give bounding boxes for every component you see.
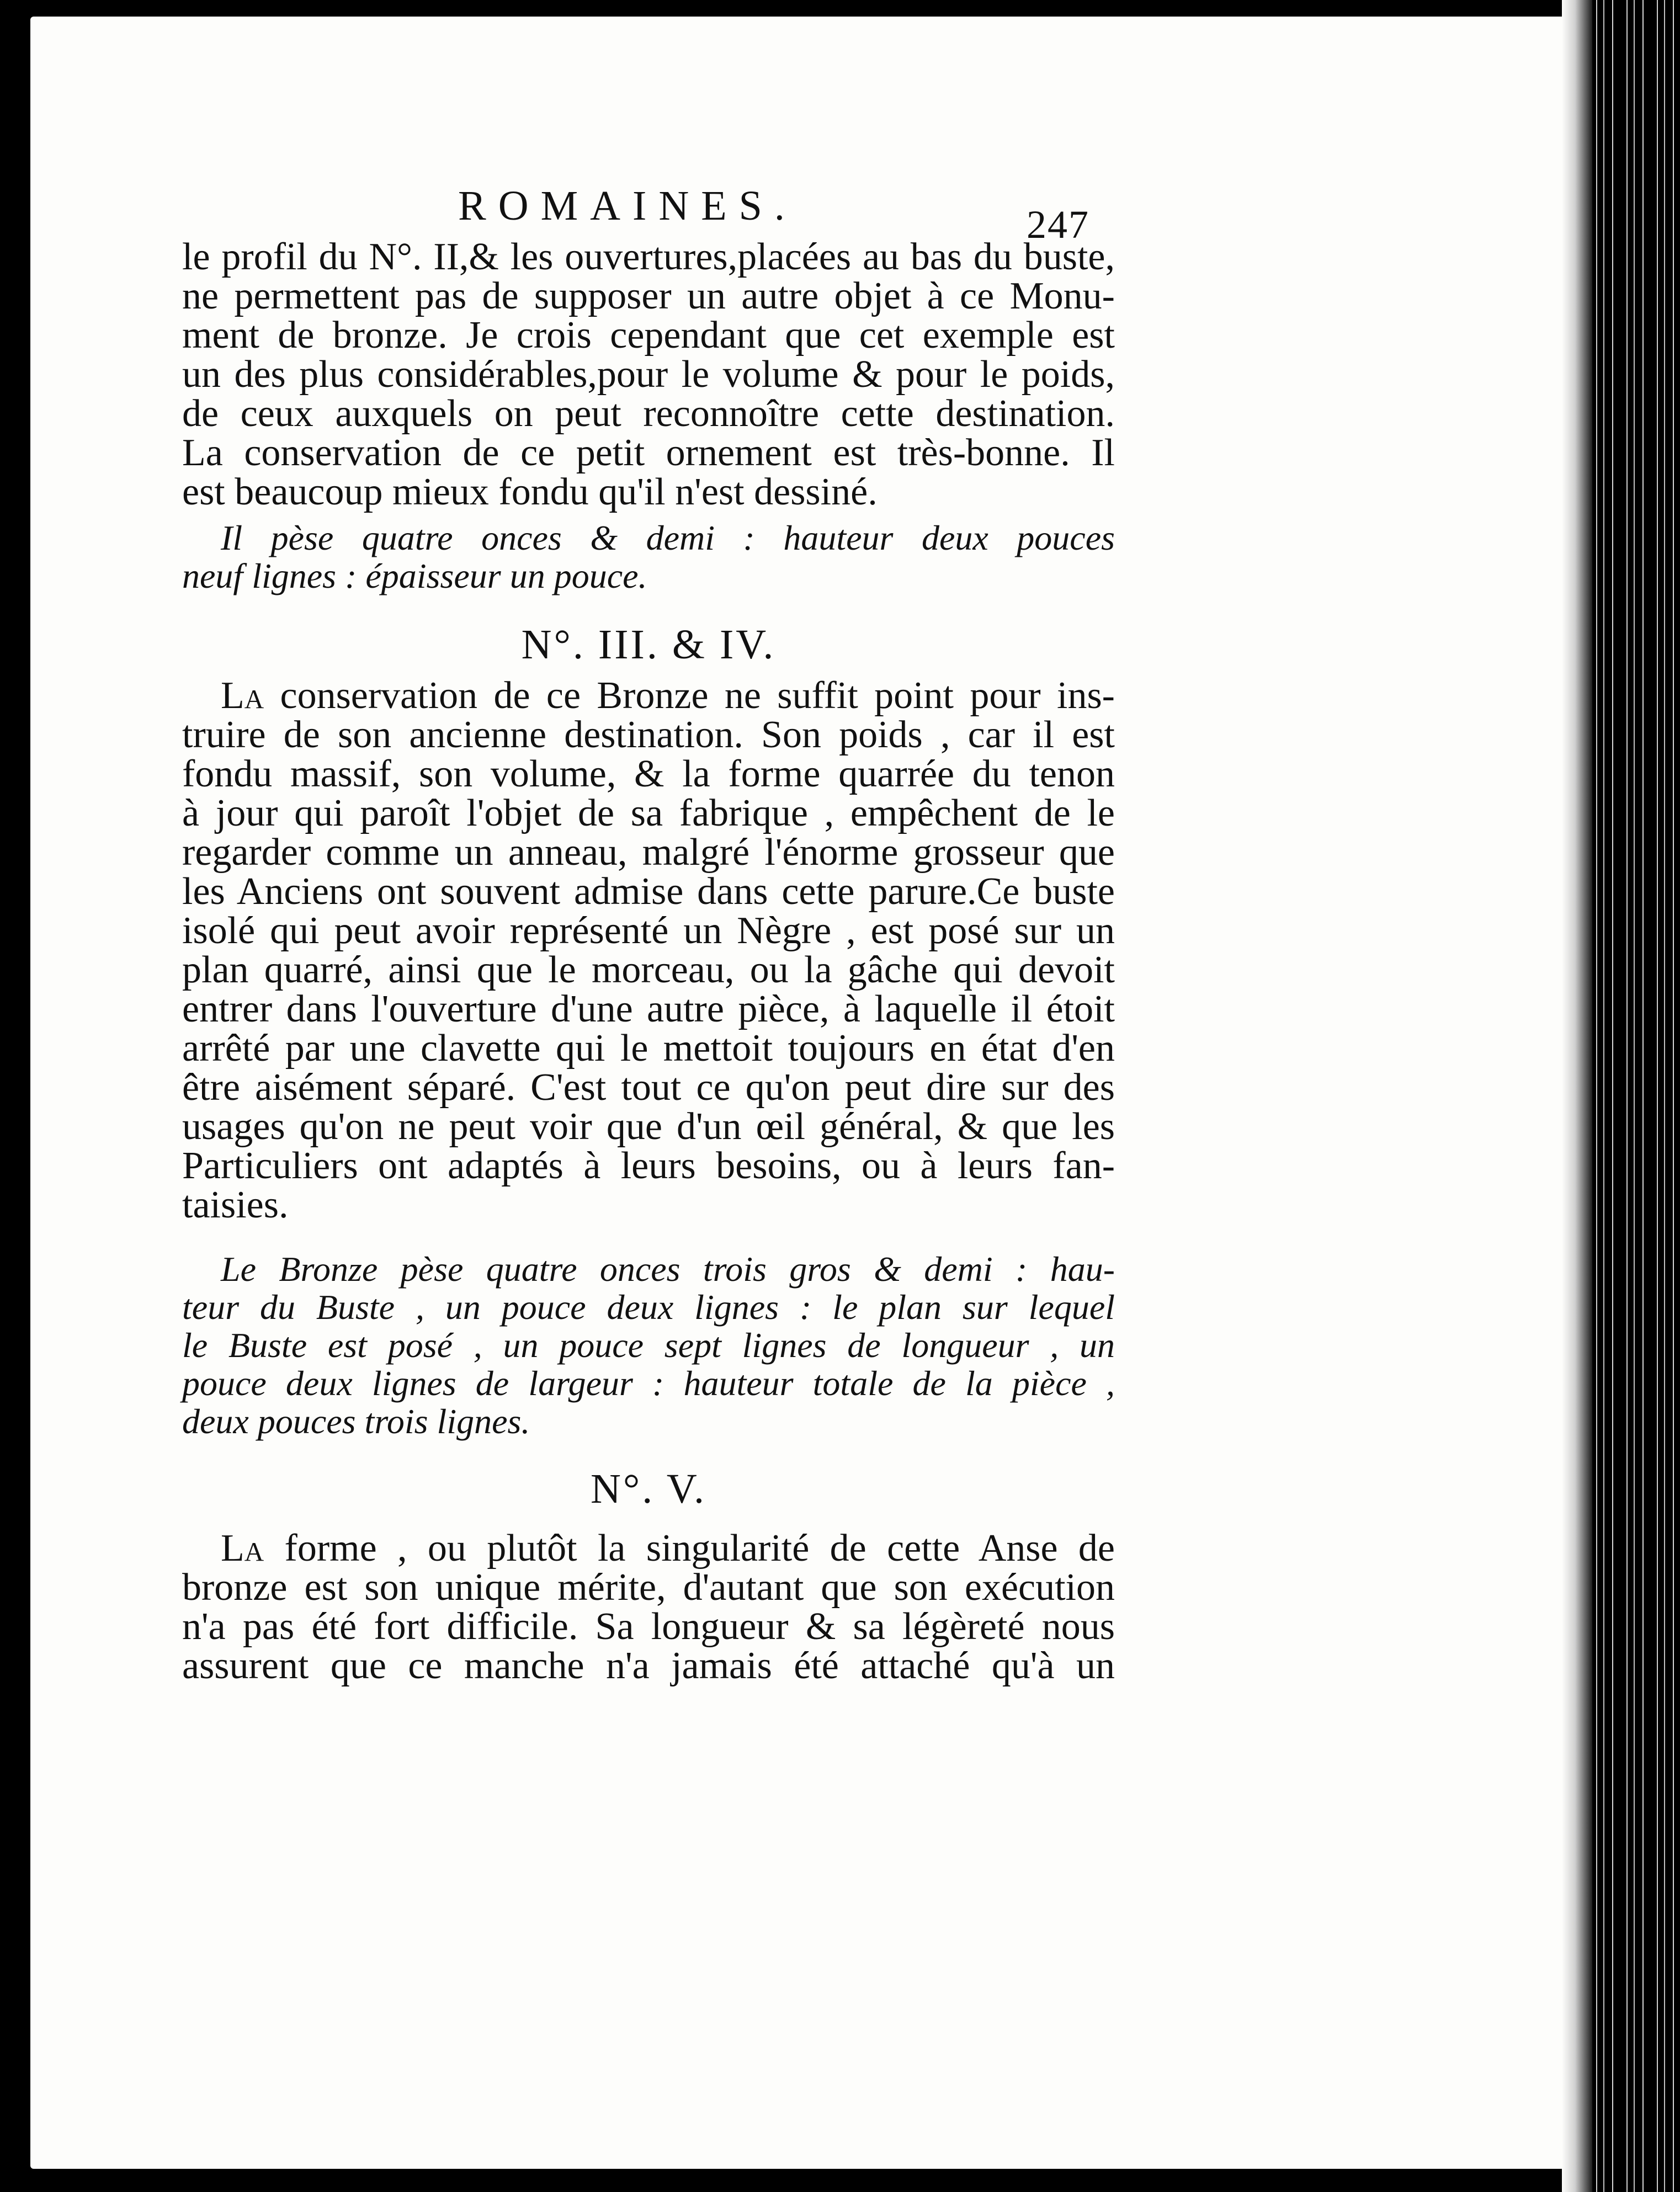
note-line: teur du Buste , un pouce deux lignes : le plan sur lequel [182, 1287, 1115, 1327]
page-number: 247 [1027, 203, 1089, 247]
note-line: neuf lignes : épaisseur un pouce. [182, 556, 647, 595]
text-line: à jour qui paroît l'objet de sa fabrique , empêchent de le [182, 792, 1115, 834]
text-line: le profil du N°. II,& les ouvertures,placées au bas du buste, [182, 236, 1115, 278]
text-line: taisies. [182, 1184, 289, 1226]
paragraph-2 [182, 676, 1115, 1225]
text-line: fondu massif, son volume, & la forme quarrée du tenon [182, 753, 1115, 795]
running-head: ROMAINES. [458, 183, 797, 229]
text-line: Particuliers ont adaptés à leurs besoins, ou à leurs fan- [182, 1145, 1115, 1187]
note-line: pouce deux lignes de largeur : hauteur totale de la pièce , [182, 1364, 1115, 1403]
text-line [182, 676, 1115, 715]
paragraph-1 [182, 237, 1115, 512]
text-line [182, 1529, 1115, 1568]
text-line: isolé qui peut avoir représenté un Nègre , est posé sur un [182, 909, 1115, 952]
text-line: n'a pas été fort difficile. Sa longueur & sa légèreté nous [182, 1605, 1115, 1648]
note-2 [182, 1250, 1115, 1440]
note-1 [182, 519, 1115, 595]
text-line: ne permettent pas de supposer un autre objet à ce Monu- [182, 275, 1115, 317]
text-line: entrer dans l'ouverture d'une autre pièce, à laquelle il étoit [182, 988, 1115, 1030]
text-line: un des plus considérables,pour le volume & pour le poids, [182, 353, 1115, 396]
text-line: arrêté par une clavette qui le mettoit toujours en état d'en [182, 1027, 1115, 1070]
text-line: les Anciens ont souvent admise dans cette parure.Ce buste [182, 870, 1115, 913]
text-line: être aisément séparé. C'est tout ce qu'on peut dire sur des [182, 1066, 1115, 1109]
book-edge [1592, 0, 1680, 2192]
text-line-rest: conservation de ce Bronze ne suffit point pour ins- [264, 674, 1115, 717]
text-line: usages qu'on ne peut voir que d'un œil général, & que les [182, 1105, 1115, 1148]
page-edge-shadow [1562, 0, 1595, 2192]
text-line: de ceux auxquels on peut reconnoître cette destination. [182, 392, 1115, 435]
text-line: assurent que ce manche n'a jamais été attaché qu'à un [182, 1645, 1115, 1687]
note-line: Le Bronze pèse quatre onces trois gros & demi : hau- [221, 1249, 1115, 1289]
paragraph-3 [182, 1529, 1115, 1685]
text-line: regarder comme un anneau, malgré l'énorme grosseur que [182, 831, 1115, 874]
note-line: Il pèse quatre onces & demi : hauteur deux pouces [221, 518, 1115, 557]
text-line: truire de son ancienne destination. Son poids , car il est [182, 714, 1115, 756]
note-line: le Buste est posé , un pouce sept lignes de longueur , un [182, 1326, 1115, 1365]
text-line: La conservation de ce petit ornement est très-bonne. Il [182, 432, 1115, 474]
section-heading-v: N°. V. [591, 1466, 706, 1512]
text-line: plan quarré, ainsi que le morceau, ou la gâche qui devoit [182, 949, 1115, 991]
note-line: deux pouces trois lignes. [182, 1402, 530, 1441]
dropcap: La [221, 1527, 264, 1569]
text-line: bronze est son unique mérite, d'autant que son exécution [182, 1566, 1115, 1609]
text-line-rest: forme , ou plutôt la singularité de cette Anse de [264, 1527, 1115, 1569]
text-line: ment de bronze. Je crois cependant que cet exemple est [182, 314, 1115, 357]
section-heading-iii-iv: N°. III. & IV. [521, 621, 776, 668]
dropcap: La [221, 674, 264, 717]
text-line: est beaucoup mieux fondu qu'il n'est dessiné. [182, 471, 878, 513]
